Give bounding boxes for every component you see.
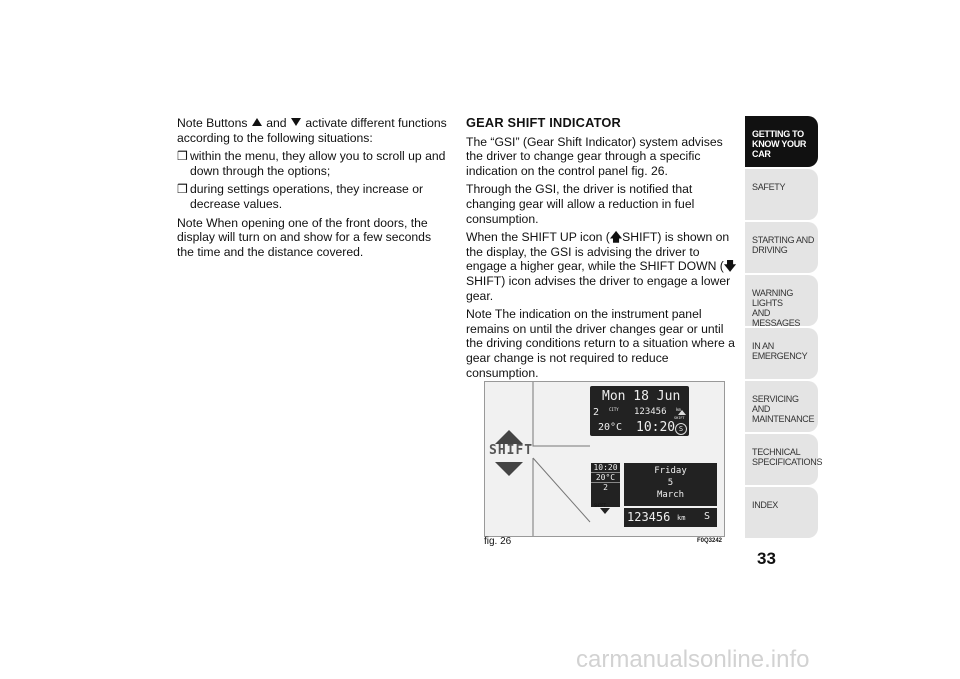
bullet-text: within the menu, they allow you to scroll up and down through the options; — [190, 149, 446, 178]
paragraph — [466, 230, 742, 303]
display-shift: SHIFT — [594, 503, 607, 508]
display-month: March — [656, 490, 685, 500]
display-temp: 20°C — [591, 473, 620, 483]
tab-warning-lights[interactable]: WARNING LIGHTS AND MESSAGES — [745, 275, 818, 326]
figure-code: F0Q3242 — [697, 538, 723, 544]
bullet-text: during settings operations, they increase or decrease values. — [190, 182, 424, 211]
tab-safety[interactable]: SAFETY — [745, 169, 818, 220]
display-top — [590, 386, 689, 436]
note-buttons-text: Note Buttons — [177, 116, 248, 130]
down-arrow-icon — [291, 118, 301, 126]
display-km: km — [676, 407, 681, 412]
display-s-badge: S — [675, 423, 687, 435]
shift-up-icon — [678, 410, 686, 415]
display-time: 10:20 — [591, 463, 620, 473]
page-number: 33 — [757, 549, 776, 568]
shift-down-icon — [600, 508, 610, 514]
display-shift: SHIFT — [674, 416, 685, 420]
note-buttons-and: and — [266, 116, 287, 130]
display-temp: 20°C — [598, 422, 623, 433]
tab-emergency[interactable]: IN AN EMERGENCY — [745, 328, 818, 379]
tab-starting-driving[interactable]: STARTING AND DRIVING — [745, 222, 818, 273]
tab-index[interactable]: INDEX — [745, 487, 818, 538]
paragraph-part: When the SHIFT UP icon ( — [466, 230, 610, 245]
display-gear: 2 — [603, 483, 608, 492]
figure-caption: fig. 26 — [484, 536, 512, 547]
shift-up-icon: 🡅 — [609, 230, 623, 245]
paragraph: The “GSI” (Gear Shift Indicator) system advises the driver to change gear through a specific indication on the control panel fig. 26. — [466, 134, 723, 178]
shift-label: SHIFT — [489, 443, 534, 458]
up-arrow-icon — [252, 118, 262, 126]
tab-getting-to-know[interactable]: GETTING TO KNOW YOUR CAR — [745, 116, 818, 167]
paragraph: Note The indication on the instrument panel remains on until the driver changes gear or until the driving conditions return to a situation where a gear change is not required to reduce consumption. — [466, 307, 735, 380]
right-column — [466, 116, 742, 384]
display-day: Friday — [654, 466, 687, 476]
section-tabs — [745, 116, 823, 540]
display-city: CITY — [609, 407, 619, 412]
bullet-item — [177, 182, 449, 211]
checkbox-icon: ❒ — [177, 182, 188, 197]
note-buttons-rest: activate different functions according to the following situations: — [177, 116, 447, 145]
display-odometer: 123456 — [627, 510, 671, 524]
section-heading: GEAR SHIFT INDICATOR — [466, 115, 621, 130]
display-time: 10:20 — [636, 420, 676, 435]
display-daynum: 5 — [667, 478, 674, 488]
display-odometer: 123456 — [634, 407, 667, 417]
paragraph-part: SHIFT) is shown on the display, the GSI is advising the driver to engage a higher gear, while the SHIFT DOWN ( — [466, 230, 730, 274]
display-bottom — [591, 463, 717, 527]
tab-technical[interactable]: TECHNICAL SPECIFICATIONS — [745, 434, 818, 485]
paragraph-part: SHIFT) icon advises the driver to engage a lower gear. — [466, 273, 731, 303]
display-s: S — [704, 511, 711, 522]
left-column — [177, 116, 449, 263]
watermark: carmanualsonline.info — [576, 646, 810, 673]
note-doors: Note When opening one of the front doors, the display will turn on and show for a few seconds the time and the distance covered. — [177, 215, 432, 259]
note-buttons — [177, 116, 449, 145]
checkbox-icon: ❒ — [177, 149, 188, 164]
bullet-item — [177, 149, 449, 178]
display-date: Mon 18 Jun — [602, 389, 681, 404]
figure-instrument-panel — [484, 381, 725, 537]
paragraph: Through the GSI, the driver is notified that changing gear will allow a reduction in fuel consumption. — [466, 182, 695, 226]
display-gear: 2 — [593, 407, 600, 418]
display-km: km — [677, 514, 686, 522]
shift-down-icon: 🡇 — [723, 259, 737, 274]
tab-servicing[interactable]: SERVICING AND MAINTENANCE — [745, 381, 818, 432]
